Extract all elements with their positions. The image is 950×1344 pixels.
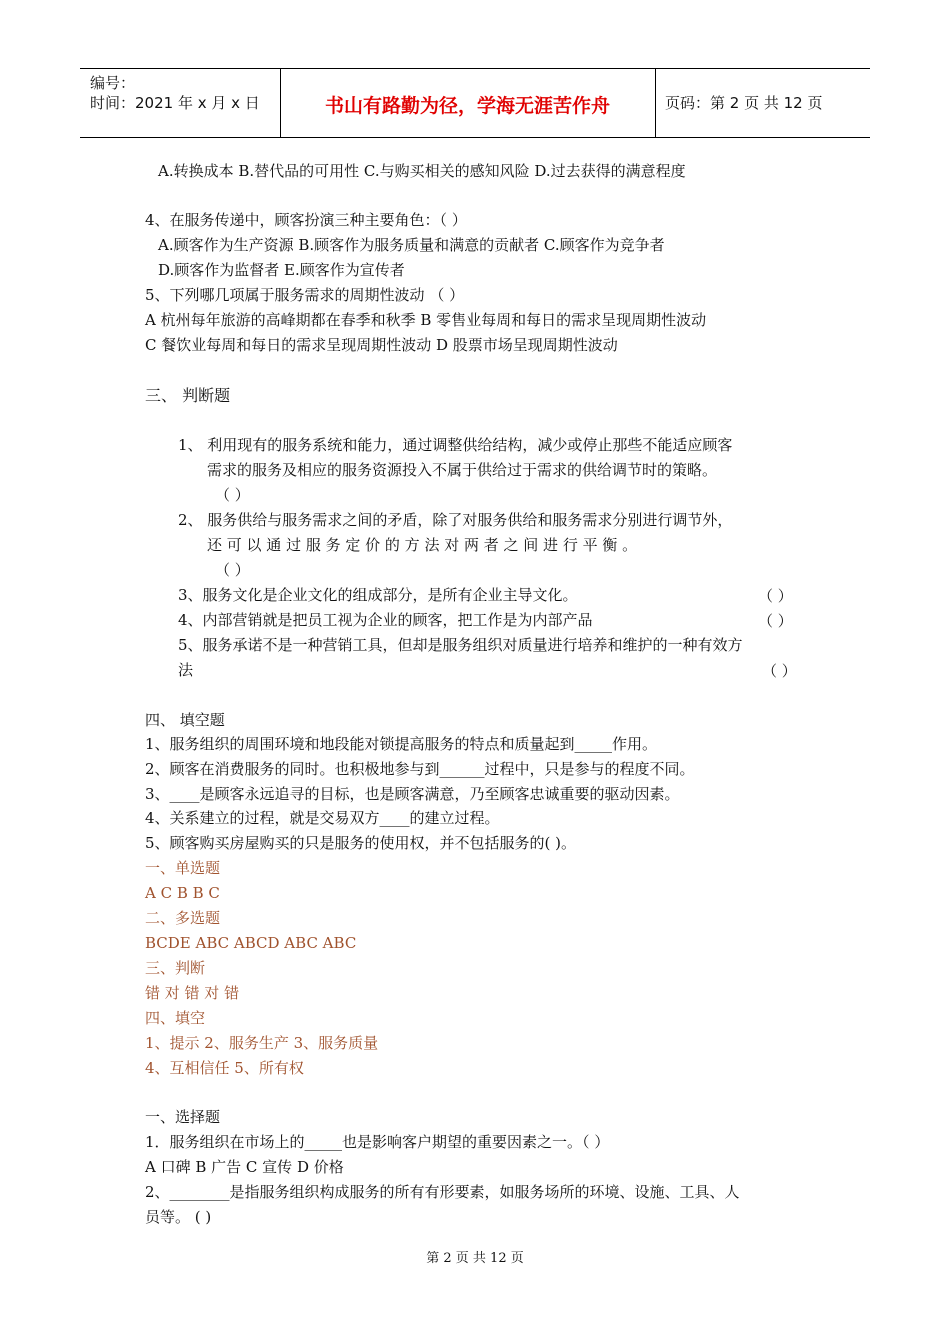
fill-4: 4、关系建立的过程，就是交易双方____的建立过程。 <box>145 809 500 827</box>
answer-4-line-1: 1、提示 2、服务生产 3、服务质量 <box>145 1034 379 1052</box>
question-5-options-1: A 杭州每年旅游的高峰期都在春季和秋季 B 零售业每周和每日的需求呈现周期性波动 <box>145 311 707 329</box>
judge-2-parens: （ ） <box>215 561 250 579</box>
answer-4-title: 四、填空 <box>145 1009 206 1027</box>
choice-question-2-line-1: 2、________是指服务组织构成服务的所有有形要素，如服务场所的环境、设施、工具、人 <box>145 1183 740 1201</box>
fill-5: 5、顾客购买房屋购买的只是服务的使用权，并不包括服务的( )。 <box>145 834 577 852</box>
judge-1-line-1: 1、 利用现有的服务系统和能力，通过调整供给结构，减少或停止那些不能适应顾客 <box>178 436 733 454</box>
question-5-options-2: C 餐饮业每周和每日的需求呈现周期性波动 D 股票市场呈现周期性波动 <box>145 336 618 354</box>
choice-question-2-line-2: 员等。 ( ) <box>145 1208 212 1226</box>
question-3-options: A.转换成本 B.替代品的可用性 C.与购买相关的感知风险 D.过去获得的满意程度 <box>158 162 686 180</box>
answer-2: BCDE ABC ABCD ABC ABC <box>145 934 357 952</box>
answer-1: A C B B C <box>145 884 220 902</box>
question-5: 5、下列哪几项属于服务需求的周期性波动 （ ） <box>145 286 465 304</box>
question-4: 4、在服务传递中，顾客扮演三种主要角色：（ ） <box>145 211 467 229</box>
answer-3: 错 对 错 对 错 <box>145 984 240 1002</box>
judge-5-line-2: 法 <box>178 661 194 679</box>
fill-3: 3、____是顾客永远追寻的目标，也是顾客满意，乃至顾客忠诚重要的驱动因素。 <box>145 785 680 803</box>
answer-3-title: 三、判断 <box>145 959 206 977</box>
number-label: 编号： <box>90 74 136 92</box>
page-number-label: 页码：第 2 页 共 12 页 <box>665 94 823 112</box>
judge-3: 3、服务文化是企业文化的组成部分，是所有企业主导文化。 <box>178 586 578 604</box>
time-label: 时间：2021 年 x 月 x 日 <box>90 94 260 112</box>
judge-2-line-1: 2、 服务供给与服务需求之间的矛盾，除了对服务供给和服务需求分别进行调节外， <box>178 511 733 529</box>
page-header <box>80 68 870 138</box>
header-motto: 书山有路勤为径，学海无涯苦作舟 <box>324 95 610 117</box>
judge-1-line-2: 需求的服务及相应的服务资源投入不属于供给过于需求的供给调节时的策略。 <box>207 461 718 479</box>
judge-4: 4、内部营销就是把员工视为企业的顾客，把工作是为内部产品 <box>178 611 593 629</box>
question-4-options-2: D.顾客作为监督者 E.顾客作为宣传者 <box>158 261 405 279</box>
fill-1: 1、服务组织的周围环境和地段能对锁提高服务的特点和质量起到_____作用。 <box>145 735 658 753</box>
choice-question-1-options: A 口碑 B 广告 C 宣传 D 价格 <box>145 1158 344 1176</box>
judge-1-parens: （ ） <box>215 486 250 504</box>
section-1-title: 一、选择题 <box>145 1108 221 1126</box>
header-info-cell <box>80 69 281 137</box>
page-footer: 第 2 页 共 12 页 <box>426 1251 524 1266</box>
answer-4-line-2: 4、互相信任 5、所有权 <box>145 1059 304 1077</box>
judge-3-parens: （ ） <box>758 587 793 605</box>
header-motto-cell <box>280 69 656 137</box>
section-3-title: 三、 判断题 <box>145 386 231 405</box>
fill-2: 2、顾客在消费服务的同时。也积极地参与到______过程中，只是参与的程度不同。 <box>145 760 695 778</box>
section-4-title: 四、 填空题 <box>145 711 225 729</box>
header-page-cell <box>655 69 870 137</box>
judge-4-parens: （ ） <box>758 612 793 630</box>
judge-2-line-2: 还 可 以 通 过 服 务 定 价 的 方 法 对 两 者 之 间 进 行 平 衡 。 <box>207 536 638 554</box>
question-4-options-1: A.顾客作为生产资源 B.顾客作为服务质量和满意的贡献者 C.顾客作为竞争者 <box>158 236 665 254</box>
answer-2-title: 二、多选题 <box>145 909 221 927</box>
answer-1-title: 一、单选题 <box>145 859 221 877</box>
judge-5-parens: （ ） <box>762 662 797 680</box>
choice-question-1: 1．服务组织在市场上的_____也是影响客户期望的重要因素之一。（ ） <box>145 1133 610 1151</box>
judge-5-line-1: 5、服务承诺不是一种营销工具，但却是服务组织对质量进行培养和维护的一种有效方 <box>178 636 743 654</box>
